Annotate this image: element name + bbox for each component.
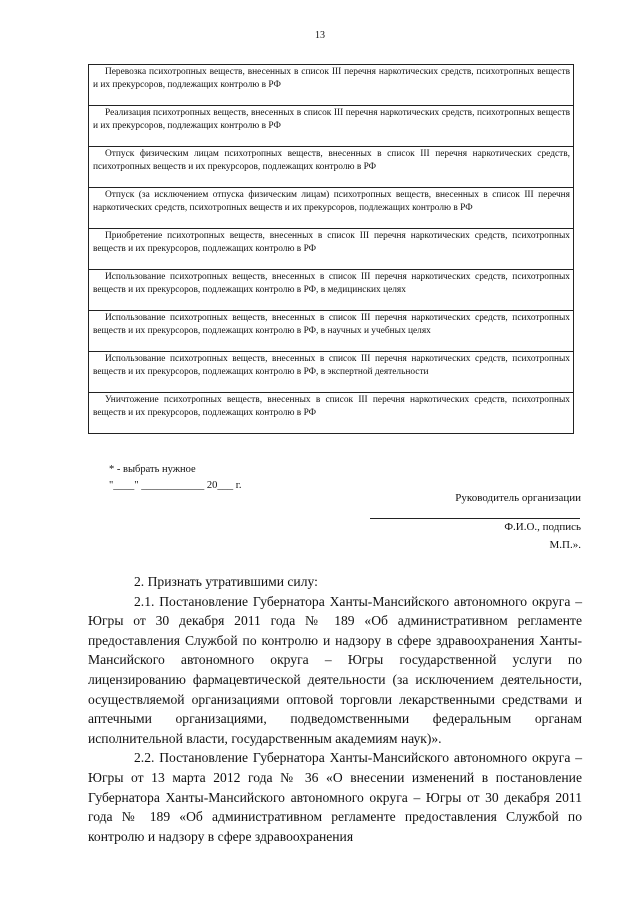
- table-cell: [89, 270, 574, 311]
- table-cell: [89, 188, 574, 229]
- table-row: [89, 311, 574, 352]
- table-row: [89, 270, 574, 311]
- table-cell: [89, 65, 574, 106]
- activity-text: Перевозка психотропных веществ, внесенных в список III перечня наркотических средств, психотропных веществ и их прекурсоров, подлежащих контролю в РФ: [93, 67, 570, 90]
- activity-text: Использование психотропных веществ, внесенных в список III перечня наркотических средств, психотропных веществ и их прекурсоров, подлежащих контролю в РФ, в научных и учебных целях: [93, 313, 570, 336]
- page-number: 13: [315, 30, 325, 41]
- table-row: [89, 106, 574, 147]
- signature-label: Ф.И.О., подпись: [504, 521, 581, 533]
- seal-label: М.П.».: [549, 539, 581, 551]
- head-label: Руководитель организации: [455, 492, 581, 504]
- signature-line: [370, 518, 580, 519]
- activity-text: Отпуск физическим лицам психотропных веществ, внесенных в список III перечня наркотических средств, психотропных веществ и их прекурсоров, подлежащих контролю в РФ: [93, 149, 570, 172]
- activity-text: Реализация психотропных веществ, внесенных в список III перечня наркотических средств, психотропных веществ и их прекурсоров, подлежащих контролю в РФ: [93, 108, 570, 131]
- activity-text: Приобретение психотропных веществ, внесенных в список III перечня наркотических средств, психотропных веществ и их прекурсоров, подлежащих контролю в РФ: [93, 231, 570, 254]
- table-cell: [89, 229, 574, 270]
- date-line: "____" ____________ 20___ г.: [109, 480, 242, 491]
- activity-text: Использование психотропных веществ, внесенных в список III перечня наркотических средств, психотропных веществ и их прекурсоров, подлежащих контролю в РФ, в медицинских целях: [93, 272, 570, 295]
- activity-text: Отпуск (за исключением отпуска физическим лицам) психотропных веществ, внесенных в список III перечня наркотических средств, психотропных веществ и их прекурсоров, подлежащих контролю в РФ: [93, 190, 570, 213]
- table-row: [89, 352, 574, 393]
- table-row: [89, 147, 574, 188]
- activity-table: [88, 64, 574, 434]
- table-cell: [89, 147, 574, 188]
- table-row: [89, 65, 574, 106]
- point-2: 2. Признать утратившими силу:: [134, 574, 318, 589]
- table-cell: [89, 352, 574, 393]
- point-2-2: 2.2. Постановление Губернатора Ханты-Мансийского автономного округа – Югры от 13 марта 2012 года № 36 «О внесении изменений в постановление Губернатора Ханты-Мансийского автономного округа – Югры от 30 декабря 2011 года № 189 «Об административном регламенте предоставления Службой по контролю и надзору в сфере здравоохранения: [88, 750, 582, 844]
- body-text: [88, 572, 582, 846]
- point-2-1: 2.1. Постановление Губернатора Ханты-Мансийского автономного округа – Югры от 30 декабря 2011 года № 189 «Об административном регламенте предоставления Службой по контролю и надзору в сфере здравоохранения Ханты-Мансийского автономного округа – Югры государственной услуги по лицензированию фармацевтической деятельности (за исключением деятельности, осуществляемой организациями оптовой торговли лекарственными средствами и аптечными организациями, подведомственными федеральным органам исполнительной власти, государственным академиям наук)».: [88, 593, 582, 746]
- table-row: [89, 188, 574, 229]
- table-cell: [89, 311, 574, 352]
- activity-text: Использование психотропных веществ, внесенных в список III перечня наркотических средств, психотропных веществ и их прекурсоров, подлежащих контролю в РФ, в экспертной деятельности: [93, 354, 570, 377]
- table-row: [89, 229, 574, 270]
- table-cell: [89, 106, 574, 147]
- table-row: [89, 393, 574, 434]
- table-cell: [89, 393, 574, 434]
- activity-text: Уничтожение психотропных веществ, внесенных в список III перечня наркотических средств, психотропных веществ и их прекурсоров, подлежащих контролю в РФ: [93, 395, 570, 418]
- footnote: * - выбрать нужное: [109, 464, 196, 475]
